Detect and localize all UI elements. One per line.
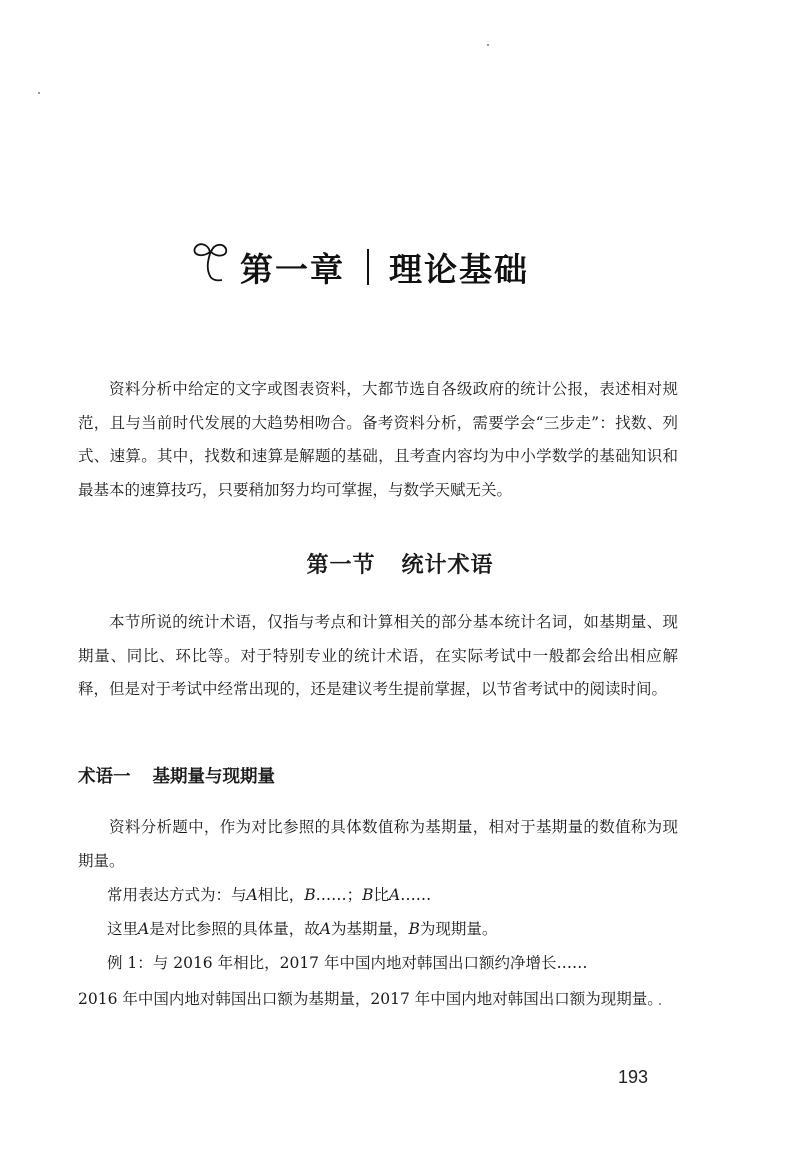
- intro-paragraph: 资料分析中给定的文字或图表资料，大都节选自各级政府的统计公报，表述相对规范，且与当前时代发展的大趋势相吻合。备考资料分析，需要学会“三步走”：找数、列式、速算。其中，找数和速算是解题的基础，且考查内容均为中小学数学的基础知识和最基本的速算技巧，只要稍加努力均可掌握，与数学天赋无关。: [78, 380, 678, 499]
- variable-b: B: [362, 886, 374, 904]
- section-title: 统计术语: [401, 553, 494, 578]
- scan-speck: [487, 44, 489, 46]
- variable-a: A: [319, 920, 331, 938]
- sprout-icon: [186, 238, 236, 288]
- text-span: 相比，: [257, 886, 305, 904]
- section-heading: [0, 548, 800, 579]
- term-heading: [78, 763, 275, 788]
- common-expression-line: [107, 879, 687, 912]
- explanation-line: [107, 913, 687, 946]
- example-1-explanation: 2016 年中国内地对韩国出口额为基期量，2017 年中国内地对韩国出口额为现期量。: [78, 990, 663, 1008]
- text-span: 为现期量。: [419, 920, 498, 938]
- chapter-divider: [367, 249, 369, 285]
- page-number: 193: [618, 1067, 649, 1087]
- text-span: ……: [400, 886, 432, 904]
- term-label: 术语一: [78, 767, 131, 787]
- variable-b: B: [304, 886, 316, 904]
- section-label: 第一节: [306, 553, 376, 578]
- variable-a: A: [246, 886, 258, 904]
- chapter-heading: [186, 232, 529, 302]
- text-span: 为基期量，: [330, 920, 409, 938]
- text-span: ……；: [315, 886, 363, 904]
- variable-a: A: [138, 920, 150, 938]
- chapter-label: 第一章: [240, 249, 345, 289]
- variable-b: B: [408, 920, 420, 938]
- term-definition: 资料分析题中，作为对比参照的具体数值称为基期量，相对于基期量的数值称为现期量。: [78, 818, 678, 870]
- term-title: 基期量与现期量: [152, 767, 275, 787]
- scan-speck: [38, 92, 40, 94]
- text-span: 这里: [107, 920, 139, 938]
- section-paragraph: 本节所说的统计术语，仅指与考点和计算相关的部分基本统计名词，如基期量、现期量、同比、环比等。对于特别专业的统计术语，在实际考试中一般都会给出相应解释，但是对于考试中经常出现的，还是建议考生提前掌握，以节省考试中的阅读时间。: [78, 613, 678, 698]
- text-span: 常用表达方式为：与: [107, 886, 247, 904]
- variable-a: A: [389, 886, 401, 904]
- text-span: 比: [373, 886, 390, 904]
- text-span: 是对比参照的具体量，故: [149, 920, 320, 938]
- example-1: 例 1：与 2016 年相比，2017 年中国内地对韩国出口额约净增长……: [107, 954, 588, 972]
- chapter-title: 理论基础: [389, 249, 529, 289]
